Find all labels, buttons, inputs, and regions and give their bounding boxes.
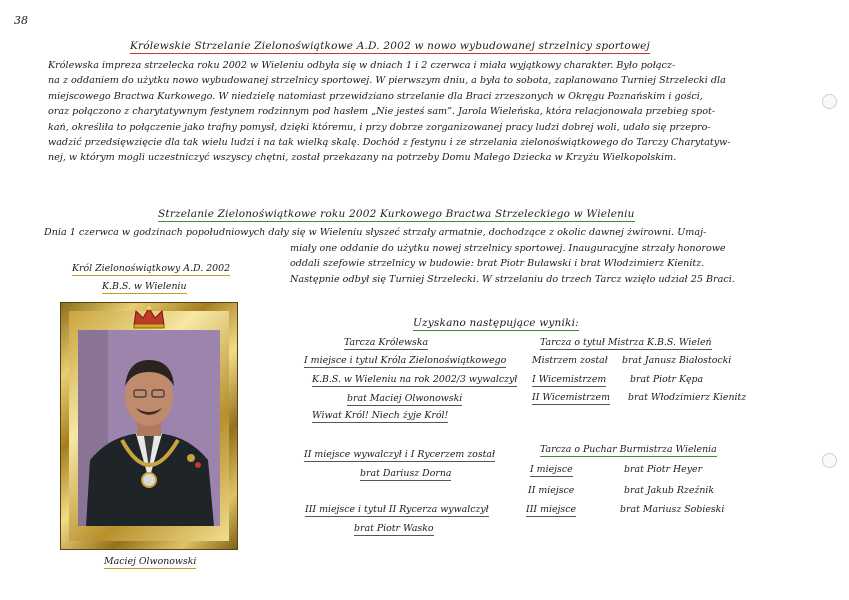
tarcza-krolewska-line: K.B.S. w Wieleniu na rok 2002/3 wywalczył [312,374,518,385]
king-title: Król Zielonoświątkowy A.D. 2002 [72,263,231,274]
burmistrz-place1-name: brat Piotr Heyer [624,464,703,475]
para2-first-line: Dnia 1 czerwca w godzinach popołudniowych dały się w Wieleniu słyszeć strzały armatnie, dochodzące z okolic dawnej żwirowni. Umaj- [44,227,707,238]
wicemistrz1-name: brat Piotr Kępa [630,374,704,385]
paragraph-line: miejscowego Bractwa Kurkowego. W niedzielę natomiast przewidziano strzelanie dla Braci zrzeszonych w Okręgu Poznańskim i gości, [48,90,703,102]
paragraph-line: Królewska impreza strzelecka roku 2002 w Wieleniu odbyła się w dniach 1 i 2 czerwca i miała wyjątkowy charakter. Było połącz- [48,60,676,71]
photo-caption: Maciej Olwonowski [104,556,197,567]
paragraph-line: miały one oddanie do użytku nowej strzelnicy sportowej. Inauguracyjne strzały honorowe [290,243,726,254]
third-place-name: brat Piotr Wasko [354,523,434,534]
tarcza-krolewska-title: Tarcza Królewska [344,337,429,348]
burmistrz-place1-label: I miejsce [530,464,573,475]
mistrz-label: Mistrzem został [532,355,608,366]
page-number: 38 [14,14,28,27]
para2-continuation [290,241,735,287]
third-place-line: III miejsce i tytuł II Rycerza wywalczył [305,504,489,515]
tarcza-krolewska-winner: brat Maciej Olwonowski [347,393,463,404]
results-heading: Uzyskano następujące wyniki: [413,317,579,329]
wicemistrz2-label: II Wicemistrzem [532,392,610,403]
king-club: K.B.S. w Wieleniu [102,281,187,292]
second-place-name: brat Dariusz Dorna [360,468,452,479]
tarcza-krolewska-cheer: Wiwat Król! Niech żyje Król! [312,410,449,421]
paragraph-line: Następnie odbył się Turniej Strzelecki. W strzelaniu do trzech Tarcz wzięło udział 25 Braci. [290,273,735,285]
burmistrz-place2-name: brat Jakub Rzeźnik [624,485,715,496]
wicemistrz1-label: I Wicemistrzem [532,374,607,385]
paragraph-line: wadzić przedsięwzięcie dla tak wielu ludzi i na tak wielką skalę. Dochód z festynu i ze strzelania zielonoświątkowego do Tarczy Charytatyw- [48,137,731,149]
burmistrz-place2-label: II miejsce [528,485,575,496]
burmistrz-place3-label: III miejsce [526,504,577,515]
burmistrz-place3-name: brat Mariusz Sobieski [620,504,725,515]
crown-icon [132,305,166,329]
portrait-frame [60,302,238,550]
tarcza-krolewska-line: I miejsce i tytuł Króla Zielonoświątkowego [304,355,507,366]
punch-hole-top [822,94,837,109]
paragraph-line: na z oddaniem do użytku nowo wybudowanej strzelnicy sportowej. W pierwszym dniu, a była to sobota, zaplanowano Turniej Strzelecki dla [48,75,726,87]
king-portrait-photo [78,330,220,526]
tarcza-burmistrza-title: Tarcza o Puchar Burmistrza Wielenia [540,444,717,455]
second-place-line: II miejsce wywalczył i I Rycerzem został [304,449,496,460]
mistrz-name: brat Janusz Białostocki [622,355,732,366]
wicemistrz2-name: brat Włodzimierz Kienitz [628,392,747,403]
tarcza-mistrza-title: Tarcza o tytuł Mistrza K.B.S. Wieleń [540,337,712,348]
punch-hole-bottom [822,453,837,468]
paragraph-line: nej, w którym mogli uczestniczyć wszyscy chętni, został przekazany na potrzeby Domu Małego Dziecka w Krzyżu Wielkopolskim. [48,152,677,164]
paragraph-line: kań, określiła to połączenie jako trafny pomysł, dzięki któremu, i przy dobrze zorganizowanej pracy ludzi dobrej woli, udało się przepro- [48,121,711,133]
intro-paragraph [48,58,731,166]
paragraph-line: oraz połączono z charytatywnym festynem rodzinnym pod hasłem „Nie jesteś sam”. Jarola Wieleńska, która relacjonowała przebieg spot- [48,106,716,118]
paragraph-line: oddali szefowie strzelnicy w budowie: brat Piotr Buławski i brat Włodzimierz Kienitz. [290,258,705,270]
main-title: Królewskie Strzelanie Zielonoświątkowe A.D. 2002 w nowo wybudowanej strzelnicy sportowej [130,40,651,52]
section-subtitle: Strzelanie Zielonoświątkowe roku 2002 Kurkowego Bractwa Strzeleckiego w Wieleniu [158,208,635,220]
